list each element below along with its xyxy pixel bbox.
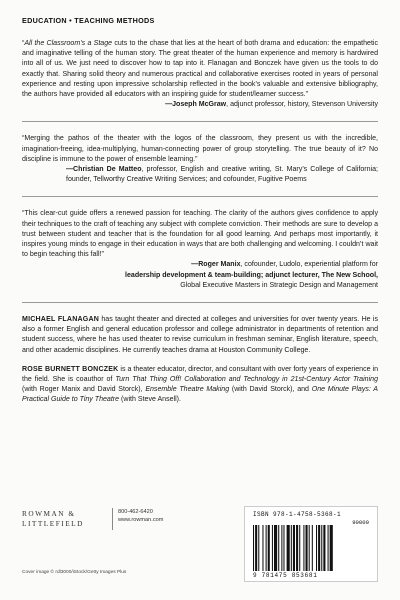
blurb-1-attribution: [22, 100, 378, 110]
isbn-text: ISBN 978-1-4758-5368-1: [253, 511, 342, 518]
publisher-phone: 800-462-6420: [118, 509, 153, 515]
blurb-3-attribution-line1: [22, 260, 378, 270]
blurb-3-author: —Roger Manix: [191, 261, 241, 269]
bio-bonczek-name: ROSE BURNETT BONCZEK: [22, 365, 119, 373]
blurb-2: [22, 134, 378, 185]
publisher-website: www.rowman.com: [118, 517, 164, 524]
bio-bonczek-text-a: is a theater educator, director, and consultant with over forty years of experience in the field. She is coauthor of: [22, 365, 378, 384]
blurb-2-text: “Merging the pathos of the theater with the logos of the classroom, they present us with the incredible, imagination-freeing, idea-multiplying, human-connecting power of group storytelling. The true beauty of it? No discipline is immune to the power of ensemble learning.”: [22, 135, 378, 163]
bio-bonczek-book-3: One Minute Plays: A Practical Guide to Tiny Theatre: [22, 386, 379, 404]
divider: [22, 121, 378, 122]
bio-flanagan: [22, 315, 378, 356]
blurb-2-attribution: [22, 165, 378, 185]
barcode-icon: [253, 525, 371, 573]
bio-flanagan-name: MICHAEL FLANAGAN: [22, 316, 100, 324]
bio-bonczek-text-c: (with David Storck), and: [229, 386, 312, 394]
divider: [22, 196, 378, 197]
publisher-line-2: LITTLEFIELD: [22, 519, 84, 528]
publisher-line-1: ROWMAN &: [22, 509, 76, 518]
footer: [22, 498, 378, 594]
blurb-3-author-role-2: leadership development & team-building; adjunct lecturer, The New School,: [125, 271, 378, 279]
blurb-1-author: —Joseph McGraw: [165, 101, 227, 109]
bio-bonczek: [22, 365, 378, 406]
barcode-digits: 9 781475 853681: [253, 572, 318, 579]
blurb-1-author-role: , adjunct professor, history, Stevenson University: [226, 101, 378, 109]
cover-image-credit: Cover image © rdl3000/iStock/Getty Images Plus: [22, 570, 127, 575]
bio-flanagan-text: has taught theater and directed at colleges and universities for over twenty years. He is also a former English and general education professor and college administrator in departments of retention and student success, where he has used theater to revise curriculum in freshman seminar, English literature, speech, and other academic disciplines. He currently teaches drama at Houston Community College.: [22, 316, 378, 354]
blurb-1-text: “All the Classroom’s a Stage cuts to the chase that lies at the heart of both drama and education: the empathetic and imaginative telling of the human story. The great theater of the human experience and memory is hardwired into all of us. We just need to discover how to tap into it. Flanagan and Bonczek have given us the tools to do exactly that. Sharing solid theory and numerous practical and collaborative exercises rooted in years of personal experience and resting upon impressive scholarship reflected in the book’s valuable and extensive bibliography, the authors have provided all educators with an inspiring guide for student/learner success.”: [22, 40, 379, 99]
blurb-3-attribution-line2: [22, 271, 378, 281]
blurb-3-author-role: , cofounder, Ludolo, experiential platform for: [240, 261, 378, 269]
price-code: 90000: [352, 519, 369, 526]
publisher-separator: [112, 508, 113, 530]
divider: [22, 302, 378, 303]
blurb-3-text: “This clear-cut guide offers a renewed passion for teaching. The clarity of the authors gives confidence to apply their techniques to the craft of teaching any subject with complete conviction. Their methods are sure to develop a trust between student and teacher that is the foundation for all good learning. And perhaps most importantly, it inspires young minds to engage in their education in ways that are both challenging and welcoming. I couldn’t wait to begin teaching this fall!”: [22, 210, 378, 259]
bio-bonczek-book-1: Turn That Thing Off! Collaboration and Technology in 21st-Century Actor Training: [115, 376, 378, 384]
publisher-logo: [22, 509, 102, 529]
blurb-2-author-role: , professor, English and creative writing, St. Mary’s College of California; founder, Tellworthy Creative Writing Services; and cofounder, Fugitive Poems: [66, 166, 378, 184]
publisher-contact: [118, 508, 163, 524]
blurb-1-book-title: All the Classroom’s a Stage: [24, 40, 113, 47]
blurb-1-body: cuts to the chase that lies at the heart of both drama and education: the empathetic and imaginative telling of the human story. The great theater of the human experience and memory is hardwired into all of us. We just need to discover how to tap into it. Flanagan and Bonczek have given us the tools to do exactly that. Sharing solid theory and numerous practical and collaborative exercises rooted in years of personal experience and resting upon impressive scholarship reflected in the book’s valuable and extensive bibliography, the authors have provided all educators with an inspiring guide for student/learner success.”: [22, 40, 379, 99]
bio-bonczek-book-2: Ensemble Theatre Making: [145, 386, 230, 394]
category-label: EDUCATION • TEACHING METHODS: [22, 16, 155, 25]
bio-bonczek-text-d: (with Steve Ansell).: [119, 396, 181, 404]
blurb-1: [22, 39, 378, 110]
bio-bonczek-text-b: (with Roger Manix and David Storck),: [22, 386, 146, 394]
barcode-panel: [244, 506, 378, 582]
blurb-3: [22, 209, 378, 291]
blurb-3-attribution-line3: Global Executive Masters in Strategic Design and Management: [180, 281, 378, 289]
blurb-2-author: —Christian De Matteo: [66, 166, 142, 174]
